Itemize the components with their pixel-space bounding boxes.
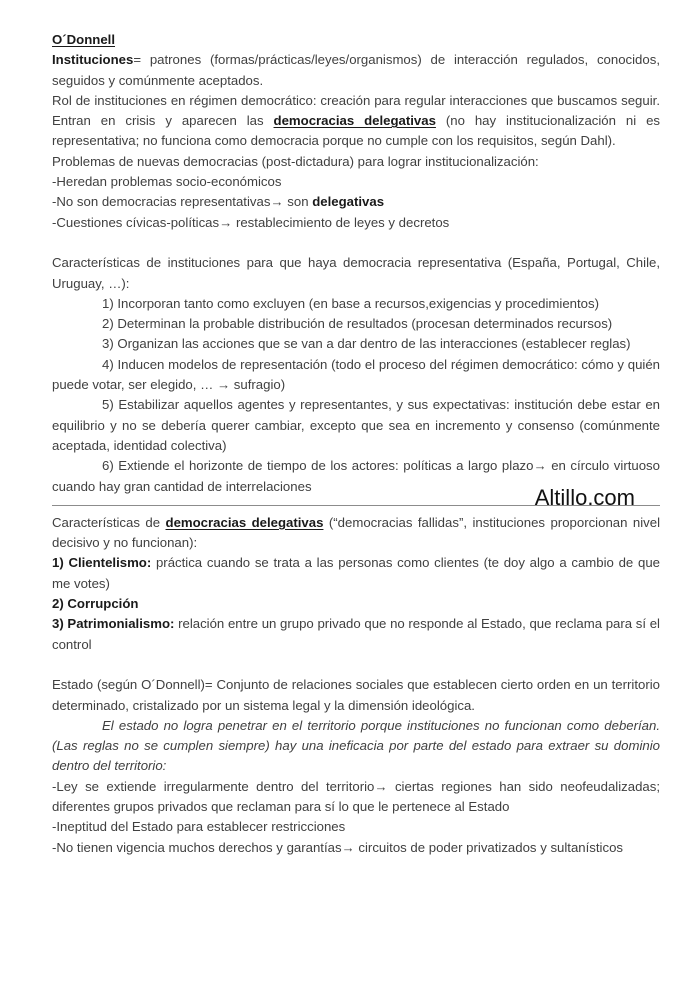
caracteristica-item: 6) Extiende el horizonte de tiempo de los actores: políticas a largo plazo→ en círculo virtuoso cuando hay gran cantidad de interrelaciones [52, 458, 660, 494]
caracteristica-item: 5) Estabilizar aquellos agentes y representantes, y sus expectativas: institución debe estar en equilibrio y no se debería querer cambiar, excepto que sea en incremento y consenso (comúnmente aceptada, identidad colectiva) [52, 397, 660, 453]
estado-item: -No tienen vigencia muchos derechos y garantías→ circuitos de poder privatizados y sultanísticos [52, 839, 624, 855]
problemas-item: -No son democracias representativas→ son delegativas [52, 194, 385, 210]
caracteristica-item: 2) Determinan la probable distribución de resultados (procesan determinados recursos) [102, 316, 613, 332]
estado-item: -Ineptitud del Estado para establecer restricciones [52, 819, 346, 835]
term-democracias-delegativas: democracias delegativas [273, 113, 436, 129]
watermark: Altillo.com [534, 484, 635, 510]
caracteristica-item: 3) Organizan las acciones que se van a dar dentro de las interacciones (establecer reglas) [102, 336, 631, 352]
instituciones-definition: Instituciones= patrones (formas/prácticas/leyes/organismos) de interacción regulados, conocidos, seguidos y comúnmente aceptados. [52, 52, 660, 88]
problemas-item: -Heredan problemas socio-económicos [52, 174, 282, 190]
rol-paragraph: Rol de instituciones en régimen democrático: creación para regular interacciones que buscamos seguir. Entran en crisis y aparecen las democracias delegativas (no hay institucionalización ni es representativa; no funciona como democracia porque no cumple con los requisitos, según Dahl). [52, 92, 661, 149]
term-democracias-delegativas: democracias delegativas [165, 514, 324, 530]
caracteristicas-intro: Características de instituciones para que haya democracia representativa (España, Portugal, Chile, Uruguay, …): [52, 255, 660, 291]
document-page [52, 30, 660, 858]
delegativas-item: 1) Clientelismo: práctica cuando se trata a las personas como clientes (te doy algo a cambio de que me votes) [52, 555, 660, 591]
delegativas-item: 3) Patrimonialismo: relación entre un grupo privado que no responde al Estado, que reclama para sí el control [52, 616, 660, 652]
estado-italic-paragraph: El estado no logra penetrar en el territorio porque instituciones no funcionan como deberían. (Las reglas no se cumplen siempre) hay una ineficacia por parte del estado para extraer su dominio dentro del territorio: [52, 717, 660, 774]
page-title: O´Donnell [52, 32, 116, 47]
caracteristica-item: 4) Inducen modelos de representación (todo el proceso del régimen democrático: cómo y quién puede votar, ser elegido, … → sufragio) [52, 356, 660, 393]
caracteristica-item: 1) Incorporan tanto como excluyen (en base a recursos,exigencias y procedimientos) [102, 295, 599, 311]
problemas-item: -Cuestiones cívicas-políticas→ restablecimiento de leyes y decretos [52, 214, 450, 230]
estado-definition: Estado (según O´Donnell)= Conjunto de relaciones sociales que establecen cierto orden en un territorio determinado, cristalizado por un sistema legal y la dimensión ideológica. [52, 677, 660, 713]
spacer [52, 233, 660, 253]
spacer [52, 655, 660, 675]
problemas-intro: Problemas de nuevas democracias (post-dictadura) para lograr institucionalización: [52, 153, 539, 169]
term-instituciones: Instituciones [52, 52, 134, 68]
delegativas-item: 2) Corrupción [52, 596, 139, 612]
estado-item: -Ley se extiende irregularmente dentro del territorio→ ciertas regiones han sido neofeudalizadas; diferentes grupos privados que reclaman para sí lo que le pertenece al Estado [52, 778, 660, 814]
delegativas-intro: Características de democracias delegativas (“democracias fallidas”, instituciones proporcionan nivel decisivo y no funcionan): [52, 514, 661, 551]
